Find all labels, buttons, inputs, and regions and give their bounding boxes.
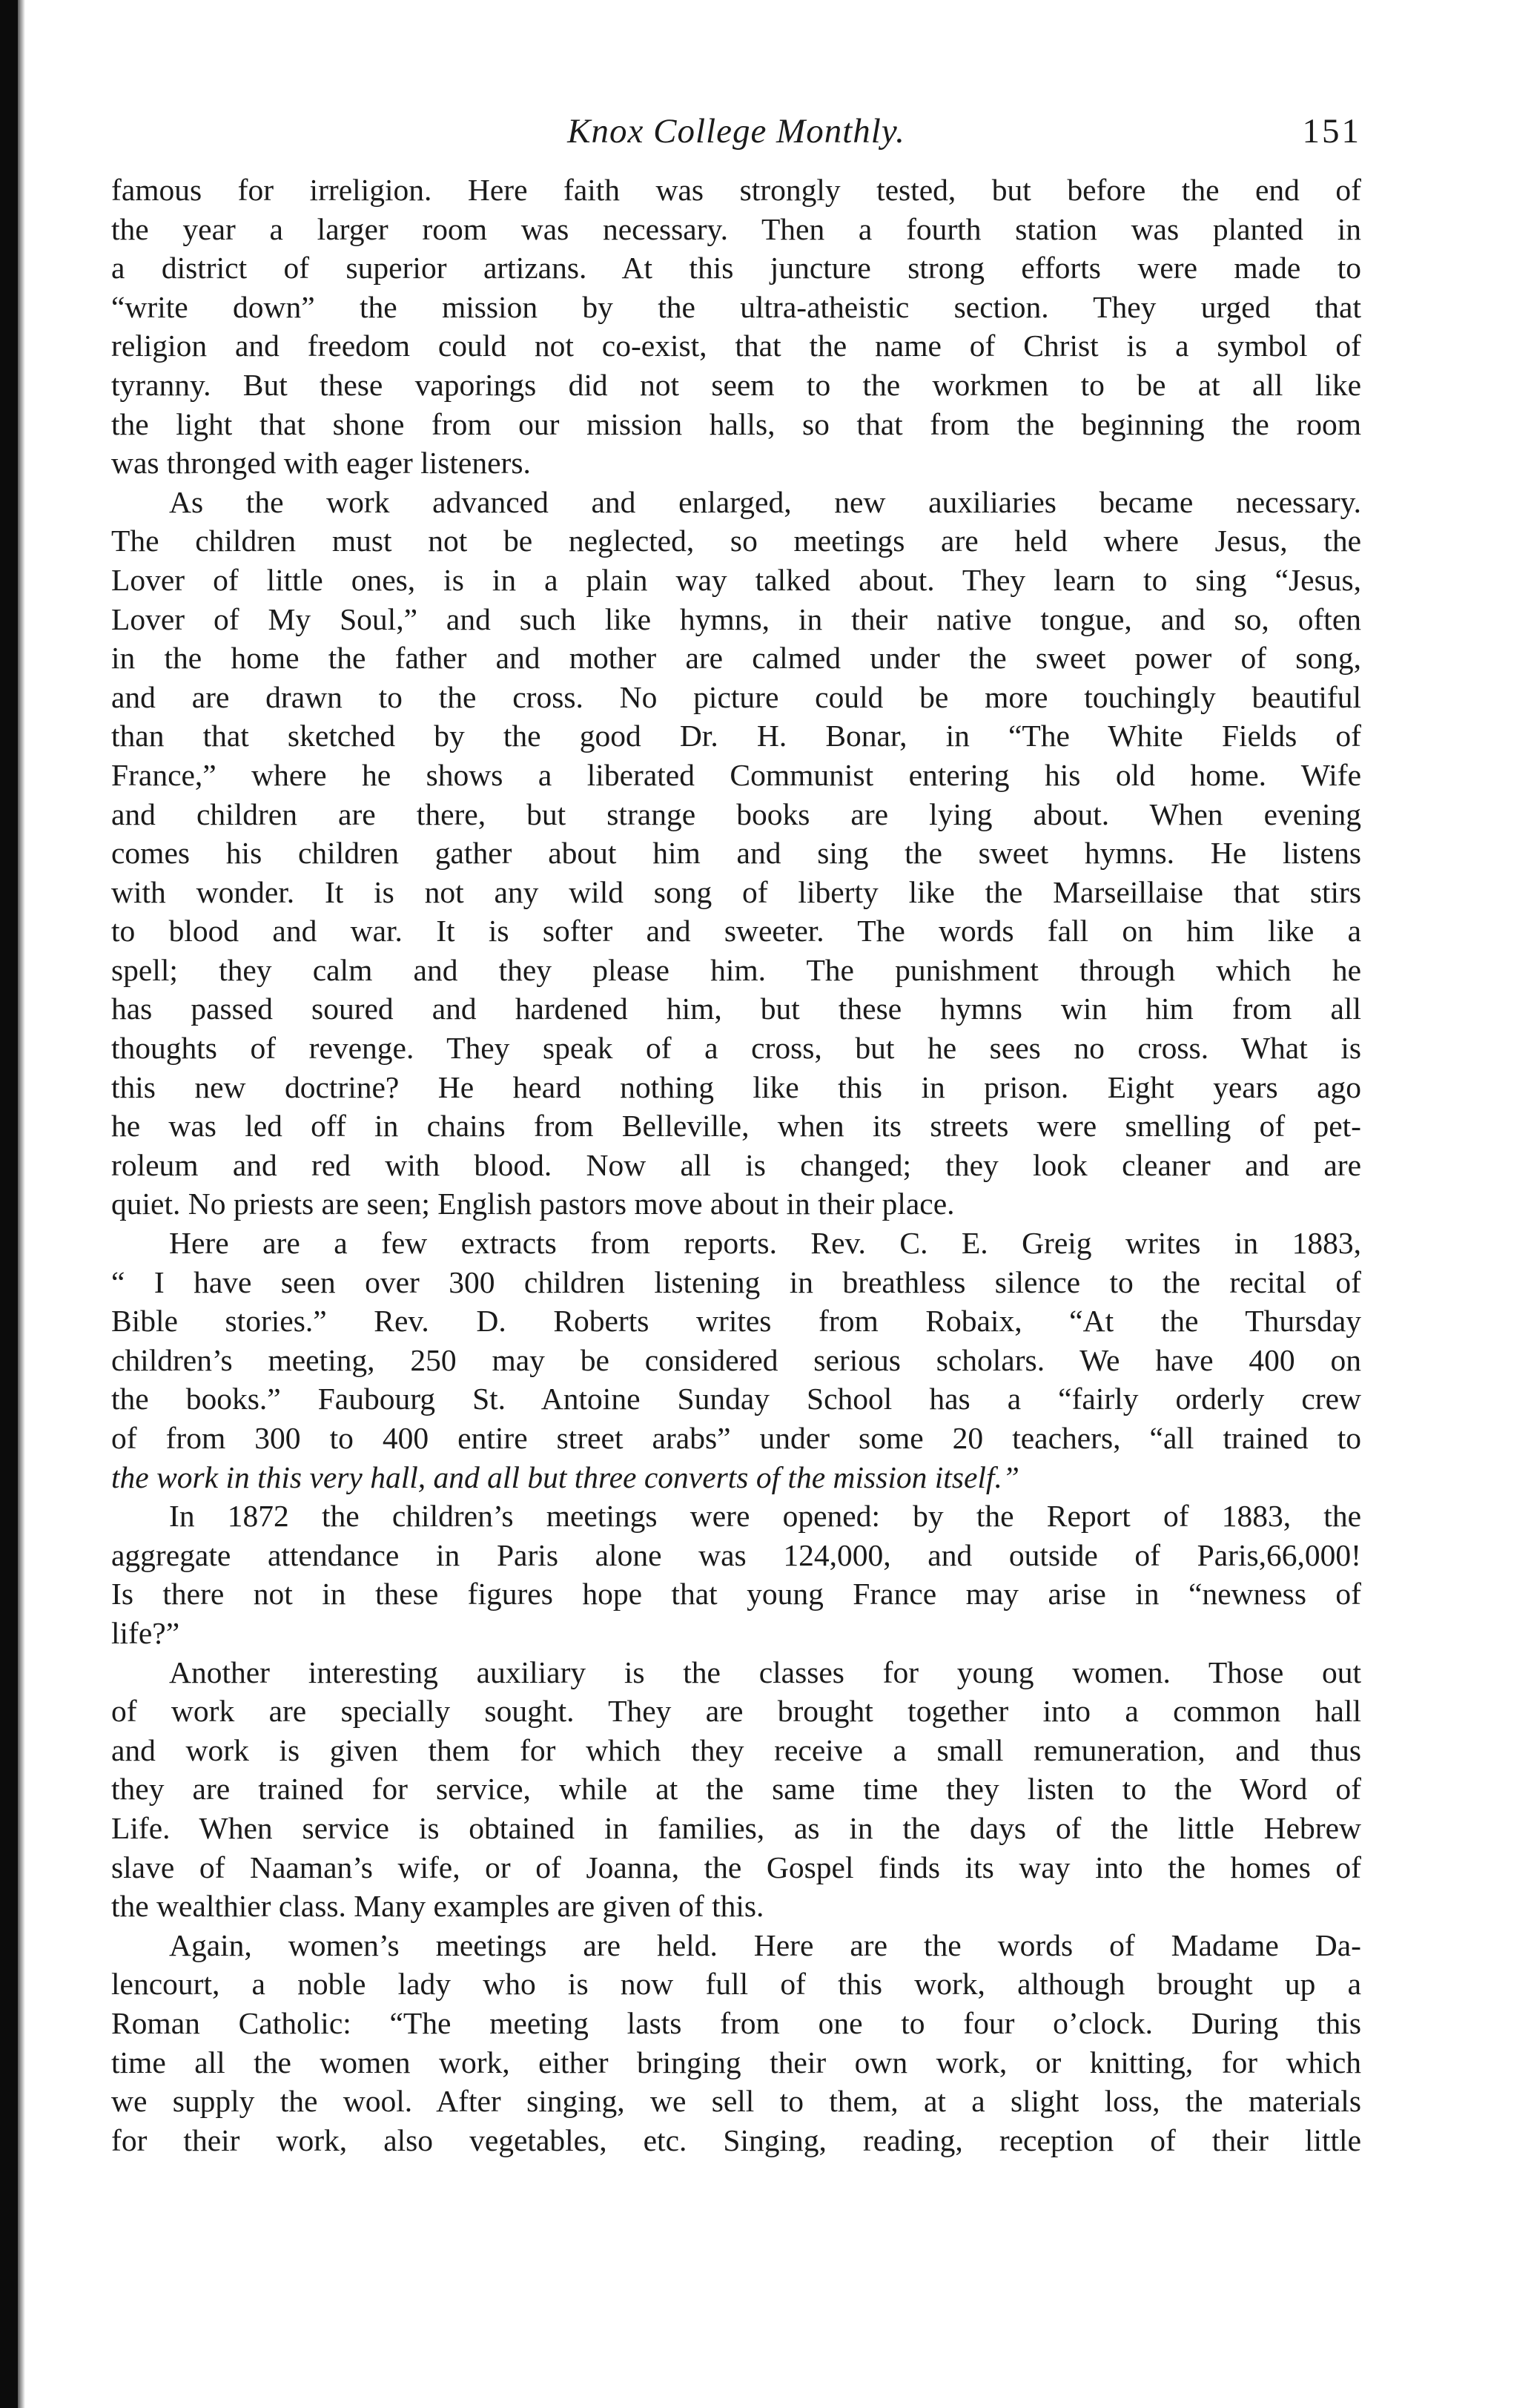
- running-title: Knox College Monthly.: [567, 112, 905, 151]
- text-line: a district of superior artizans. At this juncture strong efforts were made to: [111, 251, 1361, 286]
- text-line: they are trained for service, while at the same time they listen to the Word of: [111, 1772, 1361, 1807]
- text-line: for their work, also vegetables, etc. Singing, reading, reception of their little: [111, 2122, 1361, 2157]
- italic-quote: the work in this very hall, and all but three converts of the mission itself.”: [111, 1459, 1019, 1494]
- text-line: in the home the father and mother are calmed under the sweet power of song,: [111, 641, 1361, 676]
- text-line: comes his children gather about him and sing the sweet hymns. He listens: [111, 836, 1361, 871]
- text-line: Is there not in these figures hope that young France may arise in “newness of: [111, 1577, 1361, 1612]
- text-line: spell; they calm and they please him. The punishment through which he: [111, 952, 1361, 987]
- text-line: than that sketched by the good Dr. H. Bonar, in “The White Fields of: [111, 719, 1361, 753]
- text-line: In 1872 the children’s meetings were opened: by the Report of 1883, the: [169, 1499, 1361, 1534]
- text-line: with wonder. It is not any wild song of liberty like the Marseillaise that stirs: [111, 874, 1361, 909]
- text-line: As the work advanced and enlarged, new auxiliaries became necessary.: [169, 484, 1361, 519]
- text-line: the wealthier class. Many examples are given of this.: [111, 1889, 764, 1924]
- text-line: children’s meeting, 250 may be considered serious scholars. We have 400 on: [111, 1342, 1361, 1377]
- text-line: Roman Catholic: “The meeting lasts from one to four o’clock. During this: [111, 2005, 1361, 2040]
- text-line: the year a larger room was necessary. Then a fourth station was planted in: [111, 211, 1361, 246]
- text-line: this new doctrine? He heard nothing like this in prison. Eight years ago: [111, 1069, 1361, 1104]
- paragraph-5: [111, 1653, 1361, 1926]
- text-line: to blood and war. It is softer and sweeter. The words fall on him like a: [111, 914, 1361, 949]
- text-line: time all the women work, either bringing their own work, or knitting, for which: [111, 2045, 1361, 2079]
- paragraph-4: [111, 1497, 1361, 1652]
- text-line: lencourt, a noble lady who is now full of this work, although brought up a: [111, 1967, 1361, 2002]
- text-line: he was led off in chains from Belleville, when its streets were smelling of pet-: [111, 1109, 1361, 1144]
- paragraph-3: [111, 1224, 1361, 1497]
- text-line: was thronged with eager listeners.: [111, 446, 531, 481]
- text-line: slave of Naaman’s wife, or of Joanna, the Gospel finds its way into the homes of: [111, 1850, 1361, 1884]
- text-line: “ I have seen over 300 children listening in breathless silence to the recital of: [111, 1264, 1361, 1299]
- text-line: and work is given them for which they receive a small remuneration, and thus: [111, 1732, 1361, 1767]
- text-line: France,” where he shows a liberated Communist entering his old home. Wife: [111, 757, 1361, 792]
- text-line: Lover of My Soul,” and such like hymns, in their native tongue, and so, often: [111, 601, 1361, 636]
- text-line: famous for irreligion. Here faith was strongly tested, but before the end of: [111, 173, 1361, 207]
- text-line: the books.” Faubourg St. Antoine Sunday School has a “fairly orderly crew: [111, 1382, 1361, 1416]
- text-line: tyranny. But these vaporings did not seem to the workmen to be at all like: [111, 367, 1361, 402]
- text-line: Lover of little ones, is in a plain way talked about. They learn to sing “Jesus,: [111, 562, 1361, 597]
- text-line: The children must not be neglected, so meetings are held where Jesus, the: [111, 524, 1361, 558]
- text-line-italic: [111, 1458, 1361, 1497]
- text-line: Another interesting auxiliary is the classes for young women. Those out: [169, 1655, 1361, 1689]
- text-line: quiet. No priests are seen; English pastors move about in their place.: [111, 1187, 955, 1221]
- text-line: Here are a few extracts from reports. Rev. C. E. Greig writes in 1883,: [169, 1226, 1361, 1261]
- text-line: we supply the wool. After singing, we sell to them, at a slight loss, the materials: [111, 2084, 1361, 2119]
- page: [111, 111, 1361, 2160]
- paragraph-6: [111, 1926, 1361, 2160]
- scan-edge-shadow: [0, 0, 18, 2408]
- text-line: Life. When service is obtained in families, as in the days of the little Hebrew: [111, 1810, 1361, 1845]
- text-line: Again, women’s meetings are held. Here are the words of Madame Da-: [169, 1927, 1361, 1962]
- text-line: religion and freedom could not co-exist, that the name of Christ is a symbol of: [111, 329, 1361, 363]
- text-line: and are drawn to the cross. No picture could be more touchingly beautiful: [111, 679, 1361, 714]
- text-line: of work are specially sought. They are brought together into a common hall: [111, 1694, 1361, 1729]
- paragraph-1: [111, 171, 1361, 483]
- running-header: [111, 111, 1361, 171]
- text-line: and children are there, but strange books are lying about. When evening: [111, 796, 1361, 831]
- scan-edge-gradient: [18, 0, 25, 2408]
- text-line: life?”: [111, 1615, 180, 1650]
- text-line: the light that shone from our mission halls, so that from the beginning the room: [111, 406, 1361, 441]
- text-line: thoughts of revenge. They speak of a cross, but he sees no cross. What is: [111, 1031, 1361, 1066]
- text-line: aggregate attendance in Paris alone was 124,000, and outside of Paris,66,000!: [111, 1537, 1361, 1572]
- paragraph-2: [111, 483, 1361, 1224]
- page-number: 151: [1302, 112, 1361, 151]
- text-line: of from 300 to 400 entire street arabs” under some 20 teachers, “all trained to: [111, 1421, 1361, 1455]
- text-line: has passed soured and hardened him, but these hymns win him from all: [111, 992, 1361, 1026]
- text-line: roleum and red with blood. Now all is changed; they look cleaner and are: [111, 1147, 1361, 1182]
- body-text: [111, 171, 1361, 2160]
- text-line: Bible stories.” Rev. D. Roberts writes from Robaix, “At the Thursday: [111, 1304, 1361, 1339]
- text-line: “write down” the mission by the ultra-atheistic section. They urged that: [111, 289, 1361, 324]
